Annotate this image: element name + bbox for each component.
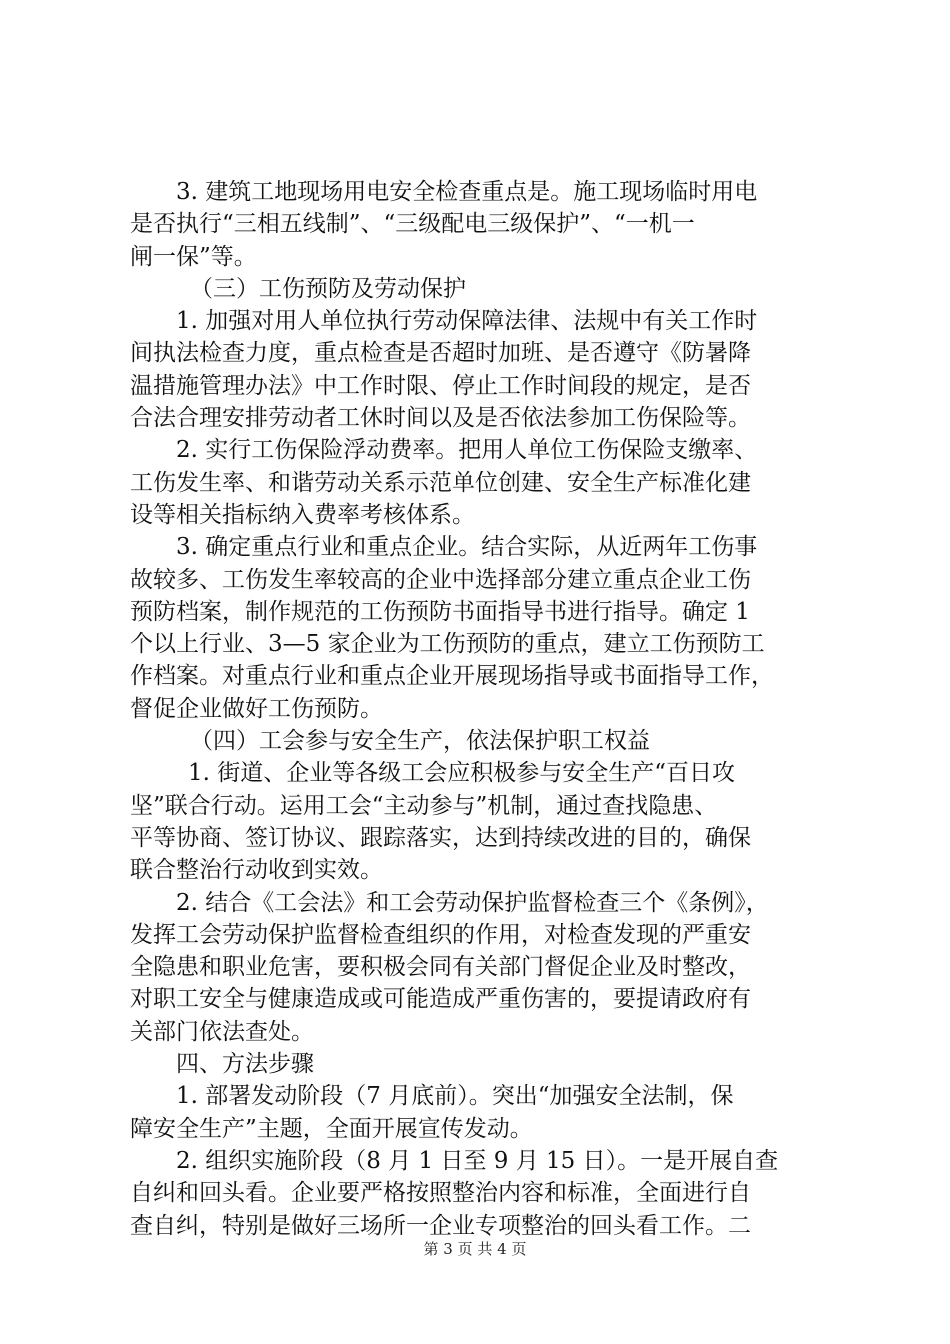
section-heading: （三）工伤预防及劳动保护 xyxy=(190,275,466,302)
paragraph-line: 发挥工会劳动保护监督检查组织的作用，对检查发现的严重安 xyxy=(130,921,751,948)
paragraph-line: 作档案。对重点行业和重点企业开展现场指导或书面指导工作， xyxy=(130,663,774,690)
paragraph-line: 全隐患和职业危害，要积极会同有关部门督促企业及时整改， xyxy=(130,954,751,981)
paragraph-line: 工伤发生率、和谐劳动关系示范单位创建、安全生产标准化建 xyxy=(130,469,751,496)
paragraph-line: 间执法检查力度，重点检查是否超时加班、是否遵守《防暑降 xyxy=(130,340,751,367)
paragraph-line: 1. 加强对用人单位执行劳动保障法律、法规中有关工作时 xyxy=(176,308,758,335)
paragraph-line: 3. 建筑工地现场用电安全检查重点是。施工现场临时用电 xyxy=(176,179,758,205)
paragraph-line: 2. 组织实施阶段（8 月 1 日至 9 月 15 日）。一是开展自查 xyxy=(176,1147,779,1174)
paragraph-line: 平等协商、签订协议、跟踪落实，达到持续改进的目的，确保 xyxy=(130,824,751,851)
section-heading: 四、方法步骤 xyxy=(176,1051,314,1078)
section-heading: （四）工会参与安全生产，依法保护职工权益 xyxy=(190,728,650,755)
paragraph-line: 2. 实行工伤保险浮动费率。把用人单位工伤保险支缴率、 xyxy=(176,437,758,464)
paragraph-line: 1. 部署发动阶段（7 月底前）。突出“加强安全法制，保 xyxy=(176,1083,734,1110)
paragraph-line: 故较多、工伤发生率较高的企业中选择部分建立重点企业工伤 xyxy=(130,566,751,593)
paragraph-line: 3. 确定重点行业和重点企业。结合实际，从近两年工伤事 xyxy=(176,534,758,561)
paragraph-line: 关部门依法查处。 xyxy=(130,1018,314,1045)
paragraph-line: 闸一保”等。 xyxy=(130,243,257,270)
paragraph-line: 个以上行业、3—5 家企业为工伤预防的重点，建立工伤预防工 xyxy=(130,631,765,658)
paragraph-line: 2. 结合《工会法》和工会劳动保护监督检查三个《条例》， xyxy=(176,889,769,916)
paragraph-line: 查自纠，特别是做好三场所一企业专项整治的回头看工作。二 xyxy=(130,1212,751,1239)
paragraph-line: 预防档案，制作规范的工伤预防书面指导书进行指导。确定 1 xyxy=(130,598,750,625)
paragraph-line: 自纠和回头看。企业要严格按照整治内容和标准，全面进行自 xyxy=(130,1180,751,1207)
paragraph-line: 1. 街道、企业等各级工会应积极参与安全生产“百日攻 xyxy=(188,760,736,787)
paragraph-line: 对职工安全与健康造成或可能造成严重伤害的，要提请政府有 xyxy=(130,986,751,1013)
paragraph-line: 是否执行“三相五线制”、“三级配电三级保护”、“一机一 xyxy=(130,211,695,238)
paragraph-line: 障安全生产”主题，全面开展宣传发动。 xyxy=(130,1115,533,1142)
paragraph-line: 合法合理安排劳动者工休时间以及是否依法参加工伤保险等。 xyxy=(130,405,751,432)
paragraph-line: 设等相关指标纳入费率考核体系。 xyxy=(130,501,475,528)
paragraph-line: 坚”联合行动。运用工会“主动参与”机制，通过查找隐患、 xyxy=(130,792,718,819)
paragraph-line: 督促企业做好工伤预防。 xyxy=(130,695,383,722)
page-footer: 第 3 页 共 4 页 xyxy=(423,1240,527,1258)
document-body xyxy=(130,176,830,1242)
paragraph-line: 温措施管理办法》中工作时限、停止工作时间段的规定，是否 xyxy=(130,372,751,399)
paragraph-line: 联合整治行动收到实效。 xyxy=(130,857,383,884)
